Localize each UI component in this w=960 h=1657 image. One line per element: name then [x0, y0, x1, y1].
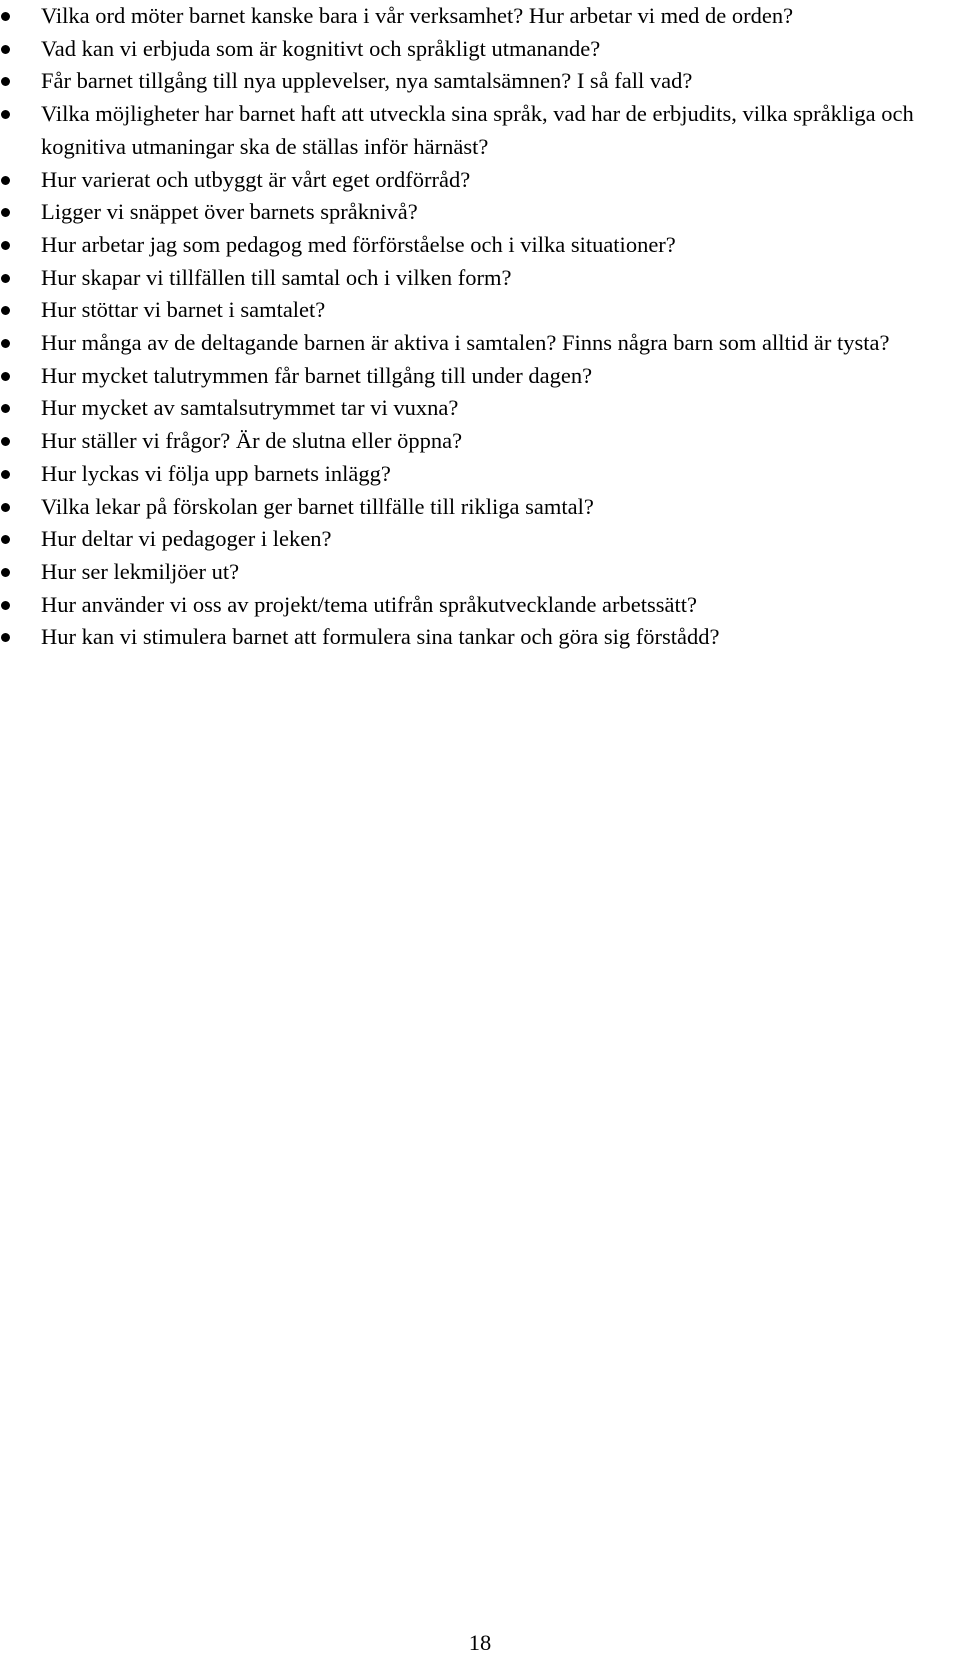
question-text: Hur ser lekmiljöer ut?	[41, 558, 240, 584]
list-item	[0, 262, 952, 295]
page-number: 18	[468, 1630, 492, 1655]
bullet-icon	[1, 77, 10, 86]
list-item	[0, 589, 952, 622]
question-text: Hur använder vi oss av projekt/tema utifrån språkutvecklande arbetssätt?	[41, 591, 698, 617]
list-item	[0, 458, 952, 491]
question-text: Hur många av de deltagande barnen är aktiva i samtalen? Finns några barn som alltid är tysta?	[41, 330, 890, 356]
list-item	[0, 425, 952, 458]
list-item	[0, 556, 952, 589]
bullet-icon	[1, 404, 10, 413]
list-item	[0, 196, 952, 229]
bullet-icon	[1, 110, 10, 119]
bullet-icon	[1, 601, 10, 610]
question-text: Hur mycket talutrymmen får barnet tillgång till under dagen?	[41, 362, 593, 388]
question-text: Ligger vi snäppet över barnets språknivå?	[41, 199, 418, 225]
question-list	[0, 0, 952, 654]
list-item	[0, 491, 952, 524]
list-item	[0, 65, 952, 98]
list-item	[0, 360, 952, 393]
bullet-icon	[1, 535, 10, 544]
question-text: Hur mycket av samtalsutrymmet tar vi vuxna?	[41, 395, 459, 421]
bullet-icon	[1, 503, 10, 512]
list-item	[0, 294, 952, 327]
list-item	[0, 164, 952, 197]
bullet-icon	[1, 372, 10, 381]
list-item	[0, 392, 952, 425]
question-text: Vilka lekar på förskolan ger barnet tillfälle till rikliga samtal?	[41, 493, 594, 519]
list-item	[0, 523, 952, 556]
bullet-icon	[1, 437, 10, 446]
bullet-icon	[1, 470, 10, 479]
bullet-icon	[1, 208, 10, 217]
question-text: Vilka ord möter barnet kanske bara i vår verksamhet? Hur arbetar vi med de orden?	[41, 3, 794, 28]
bullet-icon	[1, 176, 10, 185]
question-text: Vad kan vi erbjuda som är kognitivt och språkligt utmanande?	[41, 35, 601, 61]
question-text: Vilka möjligheter har barnet haft att utveckla sina språk, vad har de erbjudits, vilka språkliga och kognitiva utmaningar ska de ställas inför härnäst?	[41, 101, 914, 159]
question-text: Hur stöttar vi barnet i samtalet?	[41, 297, 326, 323]
bullet-icon	[1, 568, 10, 577]
question-text: Hur varierat och utbyggt är vårt eget ordförråd?	[41, 166, 471, 192]
bullet-icon	[1, 633, 10, 642]
question-text: Hur arbetar jag som pedagog med förförståelse och i vilka situationer?	[41, 231, 676, 257]
bullet-icon	[1, 12, 10, 21]
question-text: Hur lyckas vi följa upp barnets inlägg?	[41, 460, 391, 486]
bullet-icon	[1, 306, 10, 315]
question-text: Hur ställer vi frågor? Är de slutna eller öppna?	[41, 428, 463, 454]
question-text: Hur kan vi stimulera barnet att formulera sina tankar och göra sig förstådd?	[41, 624, 720, 650]
list-item	[0, 327, 952, 360]
list-item	[0, 33, 952, 66]
list-item	[0, 621, 952, 654]
question-text: Hur skapar vi tillfällen till samtal och i vilken form?	[41, 264, 512, 290]
list-item	[0, 98, 952, 163]
bullet-icon	[1, 274, 10, 283]
bullet-icon	[1, 241, 10, 250]
list-item	[0, 0, 952, 33]
question-text: Hur deltar vi pedagoger i leken?	[41, 526, 332, 552]
bullet-icon	[1, 45, 10, 54]
bullet-icon	[1, 339, 10, 348]
question-text: Får barnet tillgång till nya upplevelser, nya samtalsämnen? I så fall vad?	[41, 68, 693, 94]
list-item	[0, 229, 952, 262]
